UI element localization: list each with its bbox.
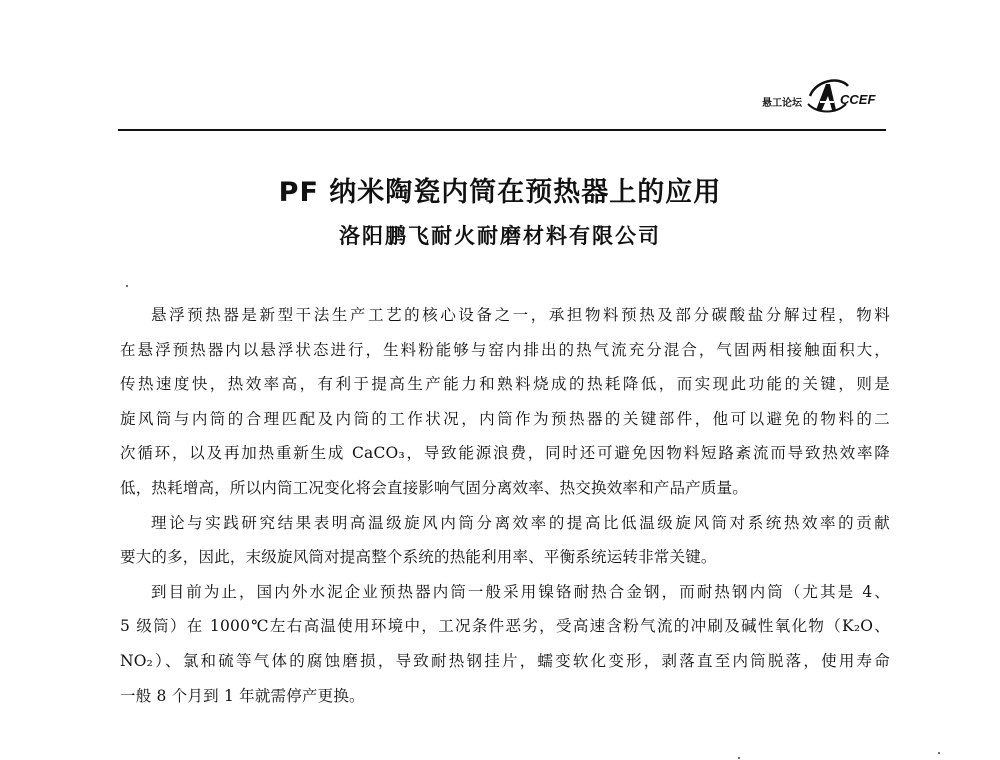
body-line: 旋风筒与内筒的合理匹配及内筒的工作状况，内筒作为预热器的关键部件，他可以避免的物料的二: [120, 409, 890, 428]
company-name: 洛阳鹏飞耐火耐磨材料有限公司: [339, 223, 661, 248]
body-line: 理论与实践研究结果表明高温级旋风内筒分离效率的提高比低温级旋风筒对系统热效率的贡献: [151, 513, 890, 532]
body-line: 次循环，以及再加热重新生成 CaCO₃，导致能源浪费，同时还可避免因物料短路紊流而导致热效率降: [120, 444, 890, 463]
article-body: [120, 298, 890, 713]
logo-en-text: CCEF: [840, 92, 876, 107]
body-line: 5 级筒）在 1000℃左右高温使用环境中，工况条件恶劣，受高速含粉气流的冲刷及碱性氧化物（K₂O、: [120, 617, 890, 636]
scan-speck: [938, 752, 940, 754]
logo-cn-text: 悬工论坛: [762, 98, 802, 109]
ccef-logo: [762, 74, 892, 124]
header-rule: [118, 129, 886, 131]
body-line: 到目前为止，国内外水泥企业预热器内筒一般采用镍铬耐热合金钢，而耐热钢内筒（尤其是 4、: [151, 582, 890, 601]
body-line: 在悬浮预热器内以悬浮状态进行，生料粉能够与窑内排出的热气流充分混合，气固两相接触面积大，: [120, 340, 890, 359]
body-line: NO₂）、氯和硫等气体的腐蚀磨损，导致耐热钢挂片，蠕变软化变形，剥落直至内筒脱落，使用寿命: [120, 651, 890, 670]
body-line: 一般 8 个月到 1 年就需停产更换。: [120, 686, 365, 705]
scan-speck: [738, 757, 740, 759]
body-line: 传热速度快，热效率高，有利于提高生产能力和熟料烧成的热耗降低，而实现此功能的关键，则是: [120, 375, 890, 394]
scan-speck: [126, 285, 128, 287]
article-title: PF 纳米陶瓷内筒在预热器上的应用: [278, 177, 722, 208]
body-line: 悬浮预热器是新型干法生产工艺的核心设备之一，承担物料预热及部分碳酸盐分解过程，物料: [151, 306, 890, 324]
body-line: 低，热耗增高，所以内筒工况变化将会直接影响气固分离效率、热交换效率和产品产质量。: [120, 478, 749, 497]
body-line: 要大的多，因此，末级旋风筒对提高整个系统的热能利用率、平衡系统运转非常关键。: [120, 548, 717, 567]
